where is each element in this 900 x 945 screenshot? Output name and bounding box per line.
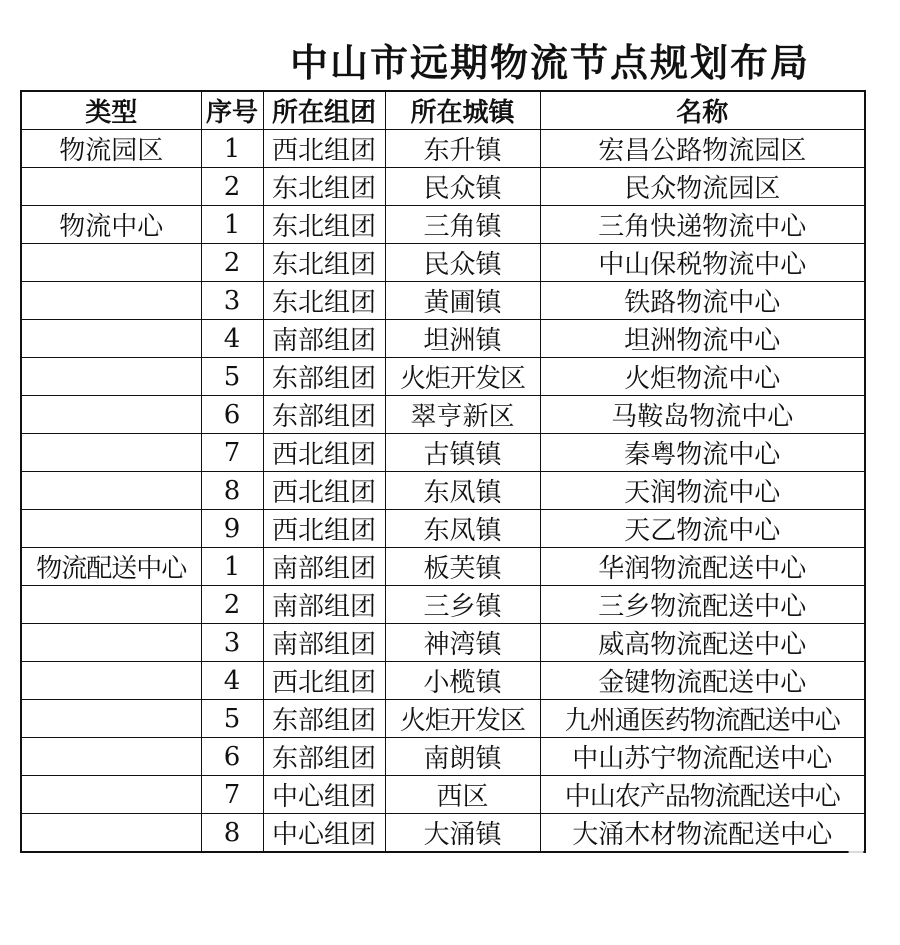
cell-type: [21, 396, 201, 434]
cell-name: 宏昌公路物流园区: [540, 130, 865, 168]
header-town: 所在城镇: [385, 91, 540, 130]
cell-group: 中心组团: [263, 814, 385, 853]
table-row: [21, 168, 865, 206]
cell-type: [21, 700, 201, 738]
cell-no: 2: [201, 586, 263, 624]
cell-no: 6: [201, 396, 263, 434]
cell-town: 火炬开发区: [385, 358, 540, 396]
cell-type: 物流中心: [21, 206, 201, 244]
cell-town: 小榄镇: [385, 662, 540, 700]
cell-name: 华润物流配送中心: [540, 548, 865, 586]
cell-name: 中山农产品物流配送中心: [540, 776, 865, 814]
cell-no: 5: [201, 700, 263, 738]
cell-group: 西北组团: [263, 662, 385, 700]
cell-town: 东凤镇: [385, 510, 540, 548]
logistics-node-table: [20, 90, 866, 853]
cell-type: [21, 586, 201, 624]
cell-group: 东北组团: [263, 206, 385, 244]
cell-group: 南部组团: [263, 624, 385, 662]
cell-type: [21, 434, 201, 472]
table-row: [21, 776, 865, 814]
cell-type: [21, 168, 201, 206]
cell-town: 黄圃镇: [385, 282, 540, 320]
table-row: [21, 510, 865, 548]
cell-no: 4: [201, 320, 263, 358]
cell-type: [21, 282, 201, 320]
table-row: [21, 472, 865, 510]
cell-name: 天乙物流中心: [540, 510, 865, 548]
cell-no: 1: [201, 548, 263, 586]
cell-name: 九州通医药物流配送中心: [540, 700, 865, 738]
cell-town: 东凤镇: [385, 472, 540, 510]
header-name: 名称: [540, 91, 865, 130]
table-header-row: [21, 91, 865, 130]
cell-name: 金键物流配送中心: [540, 662, 865, 700]
cell-type: [21, 472, 201, 510]
table-row: [21, 662, 865, 700]
table-row: [21, 206, 865, 244]
cell-group: 西北组团: [263, 510, 385, 548]
header-no: 序号: [201, 91, 263, 130]
cell-no: 2: [201, 168, 263, 206]
table-row: [21, 282, 865, 320]
table-row: [21, 130, 865, 168]
cell-group: 东部组团: [263, 738, 385, 776]
cell-town: 翠亨新区: [385, 396, 540, 434]
cell-name: 铁路物流中心: [540, 282, 865, 320]
cell-group: 中心组团: [263, 776, 385, 814]
cell-group: 南部组团: [263, 586, 385, 624]
cell-no: 3: [201, 282, 263, 320]
cell-name: 中山保税物流中心: [540, 244, 865, 282]
cell-town: 神湾镇: [385, 624, 540, 662]
table-row: [21, 548, 865, 586]
cell-town: 民众镇: [385, 168, 540, 206]
cell-name: 秦粤物流中心: [540, 434, 865, 472]
cell-name: 三角快递物流中心: [540, 206, 865, 244]
cell-no: 1: [201, 130, 263, 168]
table-row: [21, 358, 865, 396]
cell-group: 南部组团: [263, 320, 385, 358]
cell-type: [21, 510, 201, 548]
cell-group: 东部组团: [263, 700, 385, 738]
cell-no: 6: [201, 738, 263, 776]
cell-group: 西北组团: [263, 434, 385, 472]
cell-type: [21, 320, 201, 358]
cell-town: 三角镇: [385, 206, 540, 244]
cell-type: [21, 662, 201, 700]
cell-type: [21, 244, 201, 282]
table-row: [21, 396, 865, 434]
cell-type: [21, 814, 201, 853]
cell-no: 4: [201, 662, 263, 700]
cell-town: 民众镇: [385, 244, 540, 282]
table-row: [21, 624, 865, 662]
cell-type: [21, 776, 201, 814]
cell-town: 古镇镇: [385, 434, 540, 472]
cell-type: 物流园区: [21, 130, 201, 168]
table-row: [21, 814, 865, 853]
header-group: 所在组团: [263, 91, 385, 130]
cell-type: [21, 738, 201, 776]
cell-group: 东部组团: [263, 358, 385, 396]
cell-no: 2: [201, 244, 263, 282]
cell-group: 东北组团: [263, 282, 385, 320]
cell-group: 东北组团: [263, 168, 385, 206]
cell-name: 火炬物流中心: [540, 358, 865, 396]
cell-no: 7: [201, 434, 263, 472]
cell-group: 东北组团: [263, 244, 385, 282]
cell-no: 9: [201, 510, 263, 548]
table-row: [21, 738, 865, 776]
table-row: [21, 434, 865, 472]
cell-group: 东部组团: [263, 396, 385, 434]
cell-no: 1: [201, 206, 263, 244]
cell-town: 东升镇: [385, 130, 540, 168]
page-title: 中山市远期物流节点规划布局: [289, 41, 810, 85]
header-type: 类型: [21, 91, 201, 130]
cell-group: 西北组团: [263, 130, 385, 168]
cell-name: 天润物流中心: [540, 472, 865, 510]
cell-group: 西北组团: [263, 472, 385, 510]
cell-no: 8: [201, 472, 263, 510]
cell-group: 南部组团: [263, 548, 385, 586]
cell-town: 南朗镇: [385, 738, 540, 776]
cell-type: [21, 624, 201, 662]
table-row: [21, 586, 865, 624]
cell-no: 5: [201, 358, 263, 396]
table-row: [21, 244, 865, 282]
table-row: [21, 700, 865, 738]
cell-town: 西区: [385, 776, 540, 814]
cell-name: 中山苏宁物流配送中心: [540, 738, 865, 776]
cell-type: [21, 358, 201, 396]
cell-name: 民众物流园区: [540, 168, 865, 206]
cell-town: 大涌镇: [385, 814, 540, 853]
cell-type: 物流配送中心: [21, 548, 201, 586]
cell-town: 三乡镇: [385, 586, 540, 624]
cell-name: 马鞍岛物流中心: [540, 396, 865, 434]
cell-name: 大涌木材物流配送中心: [540, 814, 865, 853]
cell-name: 三乡物流配送中心: [540, 586, 865, 624]
cell-no: 7: [201, 776, 263, 814]
cell-no: 3: [201, 624, 263, 662]
cell-town: 火炬开发区: [385, 700, 540, 738]
cell-town: 板芙镇: [385, 548, 540, 586]
cell-name: 威高物流配送中心: [540, 624, 865, 662]
cell-town: 坦洲镇: [385, 320, 540, 358]
cell-name: 坦洲物流中心: [540, 320, 865, 358]
table-row: [21, 320, 865, 358]
cell-no: 8: [201, 814, 263, 853]
